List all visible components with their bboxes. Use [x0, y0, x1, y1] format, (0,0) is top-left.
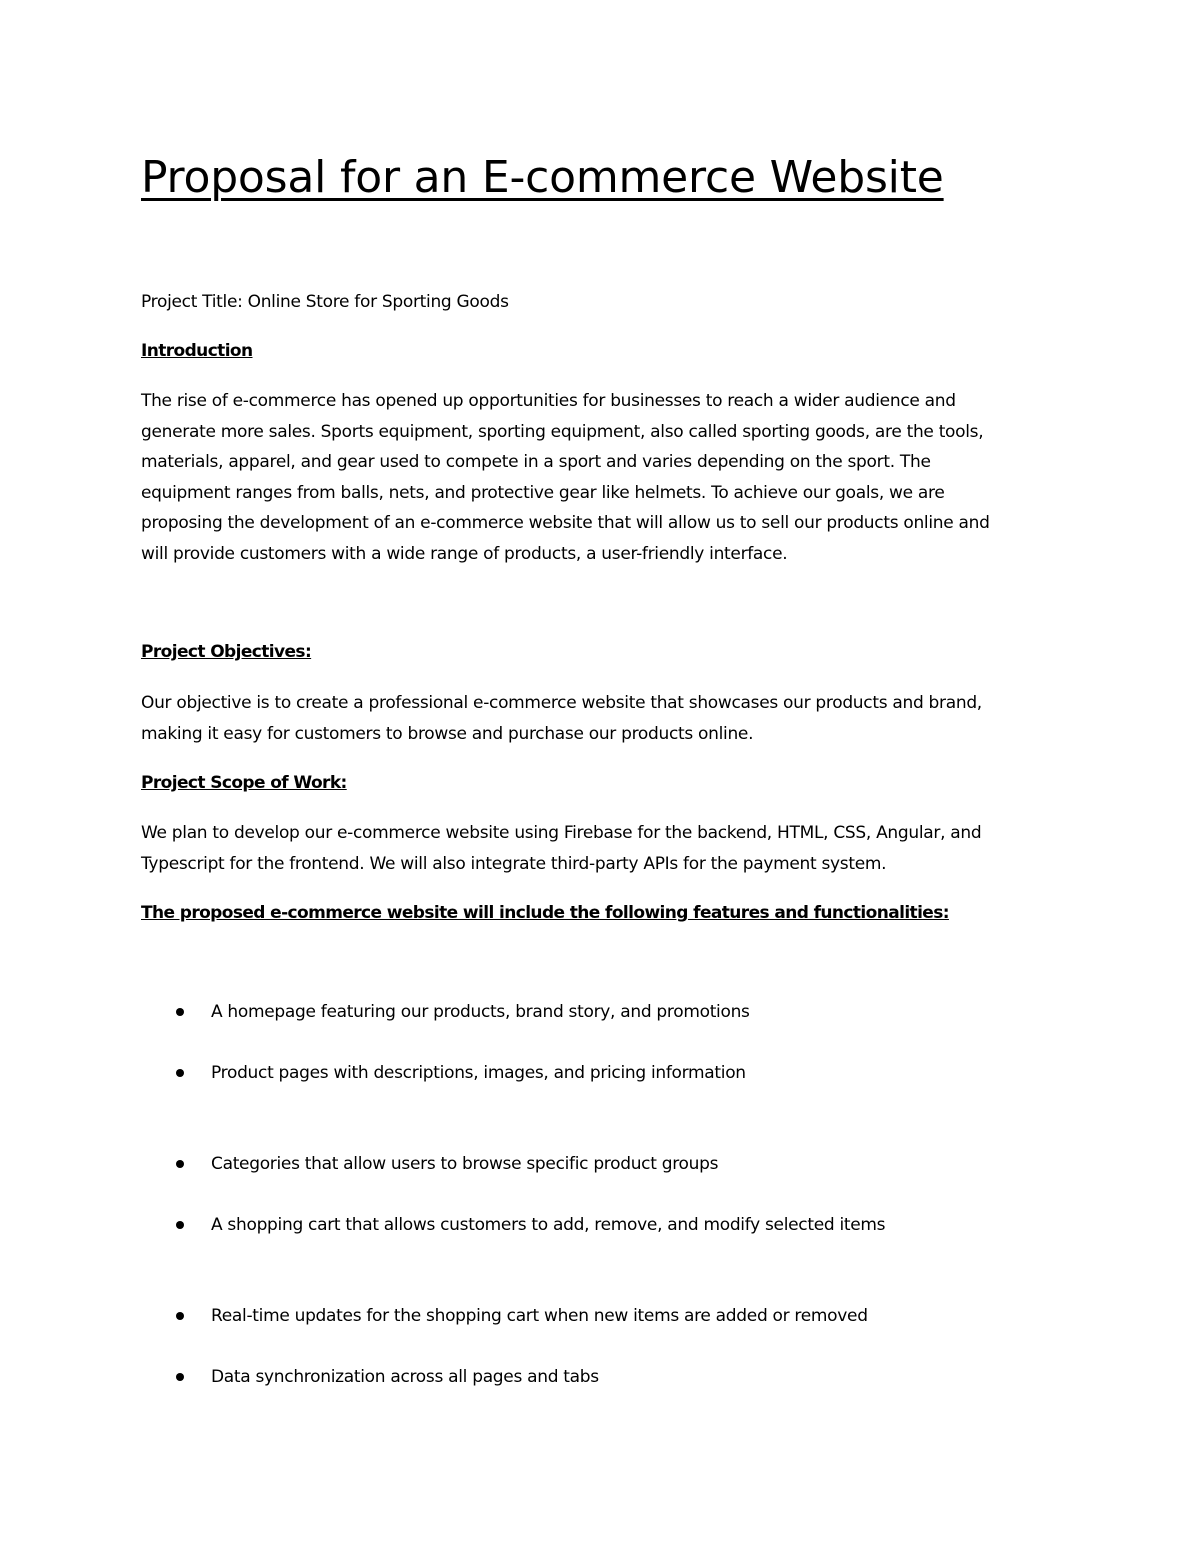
bullet-icon [176, 1312, 184, 1320]
list-item-text: Data synchronization across all pages and tabs [211, 1367, 599, 1387]
paragraph-line: generate more sales. Sports equipment, sporting equipment, also called sporting goods, are the tools, [141, 421, 984, 442]
bullet-icon [176, 1069, 184, 1077]
features-heading: The proposed e-commerce website will include the following features and functionalities: [141, 903, 949, 923]
paragraph-line: The rise of e-commerce has opened up opportunities for businesses to reach a wider audience and [141, 391, 956, 411]
objectives-paragraph [141, 688, 1061, 749]
introduction-heading: Introduction [141, 341, 253, 361]
list-item-text: Real-time updates for the shopping cart when new items are added or removed [211, 1306, 868, 1326]
project-title: Project Title: Online Store for Sporting Goods [141, 292, 509, 312]
bullet-icon [176, 1373, 184, 1381]
paragraph-line: proposing the development of an e-commerce website that will allow us to sell our products online and [141, 513, 990, 533]
paragraph-line: will provide customers with a wide range of products, a user-friendly interface. [141, 543, 788, 564]
document-title: Proposal for an E-commerce Website [141, 152, 944, 203]
objectives-heading: Project Objectives: [141, 642, 312, 662]
list-item-text: A homepage featuring our products, brand story, and promotions [211, 1002, 750, 1022]
paragraph-line: making it easy for customers to browse and purchase our products online. [141, 723, 754, 744]
introduction-paragraph [141, 386, 1061, 569]
bullet-icon [176, 1008, 184, 1016]
list-item-text: A shopping cart that allows customers to add, remove, and modify selected items [211, 1215, 886, 1235]
paragraph-line: Our objective is to create a professional e-commerce website that showcases our products and brand, [141, 693, 982, 713]
scope-paragraph [141, 818, 1061, 879]
list-item-text: Product pages with descriptions, images, and pricing information [211, 1063, 746, 1083]
paragraph-line: equipment ranges from balls, nets, and protective gear like helmets. To achieve our goals, we are [141, 482, 945, 503]
paragraph-line: We plan to develop our e-commerce website using Firebase for the backend, HTML, CSS, Angular, and [141, 823, 982, 843]
bullet-icon [176, 1221, 184, 1229]
paragraph-line: materials, apparel, and gear used to compete in a sport and varies depending on the sport. The [141, 452, 931, 472]
bullet-icon [176, 1160, 184, 1168]
scope-heading: Project Scope of Work: [141, 773, 347, 793]
paragraph-line: Typescript for the frontend. We will also integrate third-party APIs for the payment system. [141, 853, 887, 874]
list-item-text: Categories that allow users to browse specific product groups [211, 1154, 719, 1174]
